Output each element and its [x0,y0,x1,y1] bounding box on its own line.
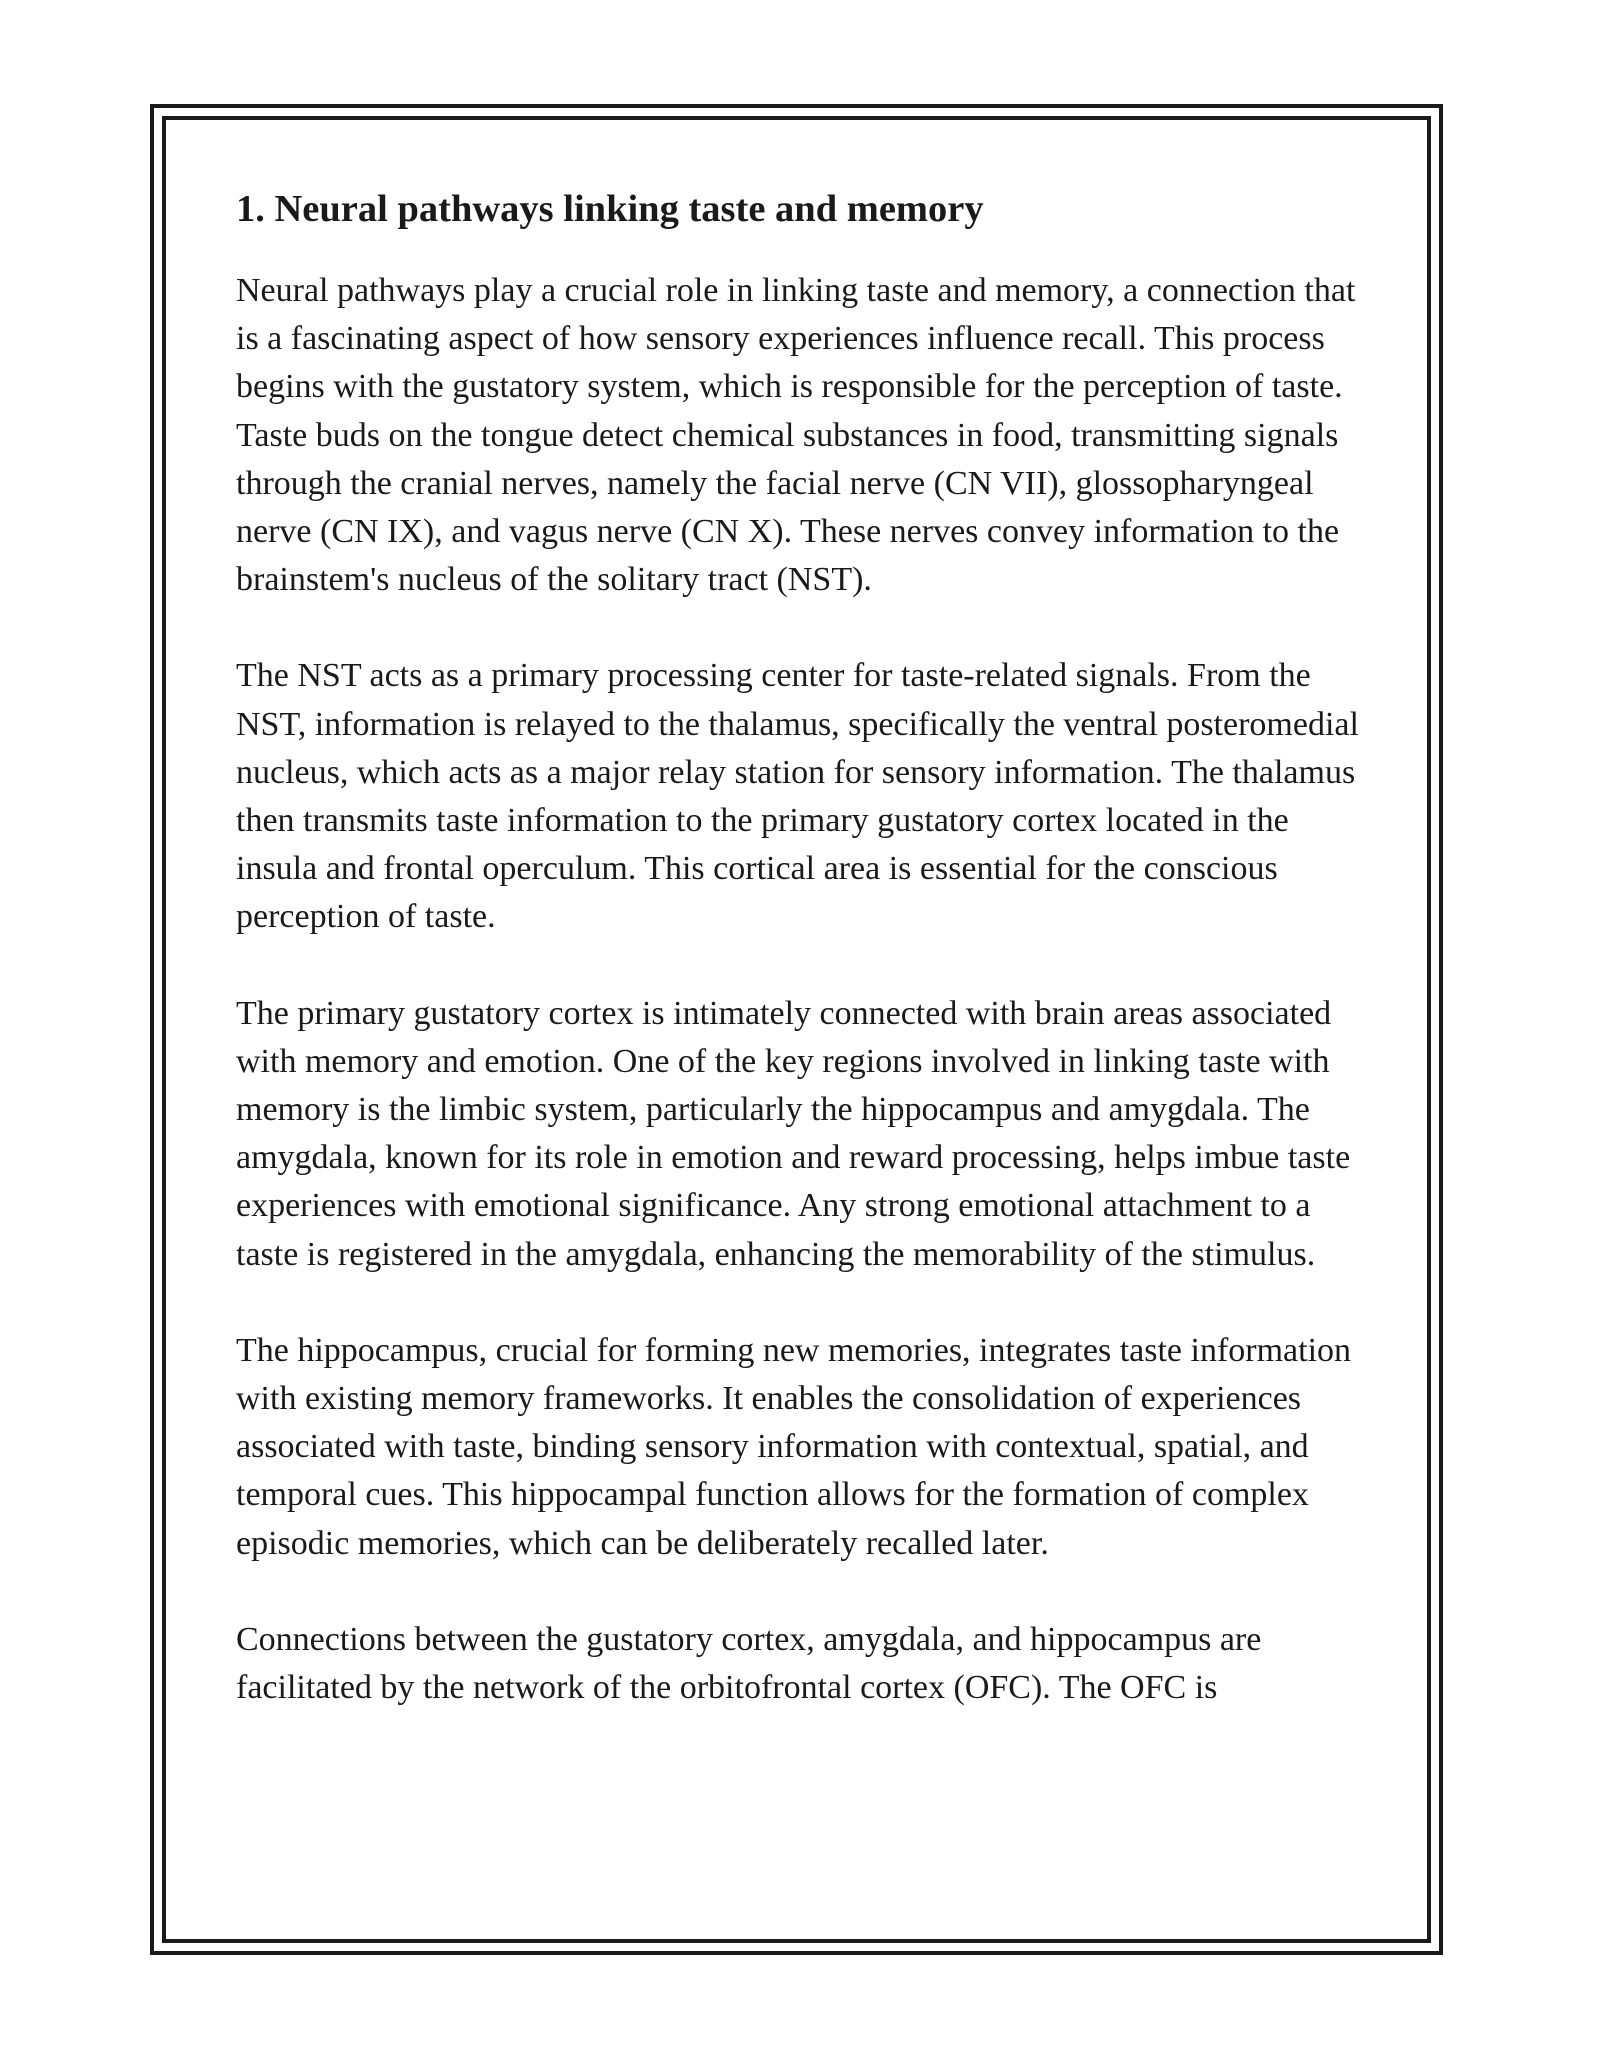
paragraph-hippocampus: The hippocampus, crucial for forming new memories, integrates taste information with existing memory frameworks. It enables the consolidation of experiences associated with taste, binding sensory information with contextual, spatial, and temporal cues. This hippocampal function allows for the formation of complex episodic memories, which can be deliberately recalled later. [236,1331,1352,1562]
paragraph-limbic-system: The primary gustatory cortex is intimately connected with brain areas associated with memory and emotion. One of the key regions involved in linking taste with memory is the limbic system, particularly the hippocampus and amygdala. The amygdala, known for its role in emotion and reward processing, helps imbue taste experiences with emotional significance. Any strong emotional attachment to a taste is registered in the amygdala, enhancing the memorability of the stimulus. [236,994,1351,1273]
paragraph-nst-thalamus: The NST acts as a primary processing center for taste-related signals. From the NST, information is relayed to the thalamus, specifically the ventral posteromedial nucleus, which acts as a major relay station for sensory information. The thalamus then transmits taste information to the primary gustatory cortex located in the insula and frontal operculum. This cortical area is essential for the conscious perception of taste. [236,657,1359,936]
document-body [236,185,1366,1712]
paragraph-gustatory-system: Neural pathways play a crucial role in linking taste and memory, a connection that is a fascinating aspect of how sensory experiences influence recall. This process begins with the gustatory system, which is responsible for the perception of taste. Taste buds on the tongue detect chemical substances in food, transmitting signals through the cranial nerves, namely the facial nerve (CN VII), glossopharyngeal nerve (CN IX), and vagus nerve (CN X). These nerves convey information to the brainstem's nucleus of the solitary tract (NST). [236,272,1356,599]
section-heading: 1. Neural pathways linking taste and memory [236,188,984,230]
paragraph-orbitofrontal-cortex: Connections between the gustatory cortex, amygdala, and hippocampus are facilitated by the network of the orbitofrontal cortex (OFC). The OFC is [236,1620,1262,1707]
